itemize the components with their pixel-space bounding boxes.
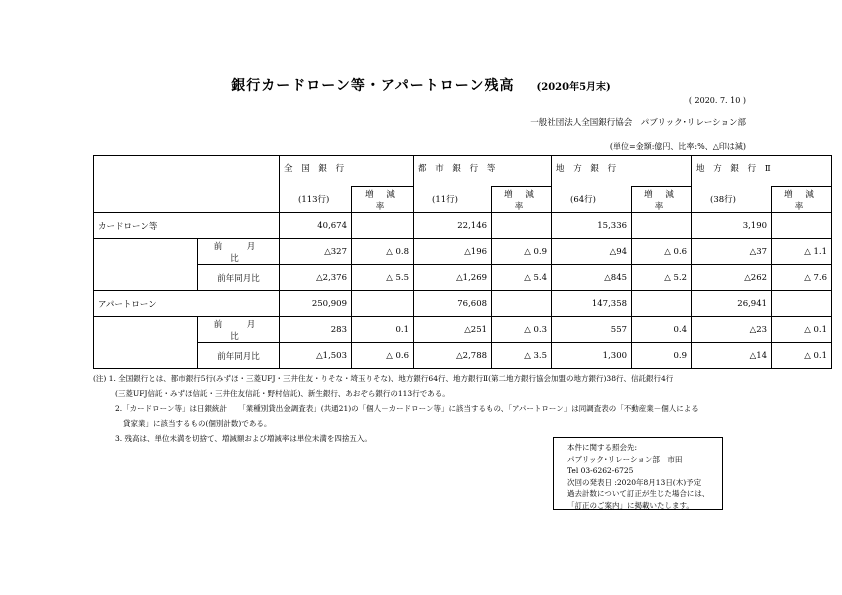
change-rate: △ 0.1 — [772, 343, 832, 369]
contact-line: パブリック･リレーション部 市田 — [567, 454, 683, 464]
balance-value: 40,674 — [280, 213, 352, 239]
balance-value: 3,190 — [692, 213, 772, 239]
change-rate: △ 0.9 — [492, 239, 552, 265]
change-value: △262 — [692, 265, 772, 291]
empty-cell — [352, 213, 414, 239]
change-rate: △ 0.6 — [632, 239, 692, 265]
group-count: (113行) — [280, 187, 352, 213]
row-label: 前 月 比 — [198, 317, 280, 343]
change-value: △14 — [692, 343, 772, 369]
header-row-groups — [94, 156, 832, 187]
change-rate: △ 0.3 — [492, 317, 552, 343]
page-title — [0, 75, 842, 95]
empty-cell — [352, 291, 414, 317]
empty-cell — [492, 291, 552, 317]
empty-cell — [772, 213, 832, 239]
row-label: 前 月 比 — [198, 239, 280, 265]
footnote-line: (注) 1. 全国銀行とは、都市銀行5行(みずほ・三菱UFJ・三井住友・りそな・埼玉りそな)、地方銀行64行、地方銀行Ⅱ(第二地方銀行協会加盟の地方銀行)38行、信託銀行4行 — [93, 374, 674, 383]
change-value: △2,376 — [280, 265, 352, 291]
group-count: (64行) — [552, 187, 632, 213]
change-rate: △ 0.6 — [352, 343, 414, 369]
footnote-line: 2.「カードローン等」は日銀統計 「業種別貸出金調査表」(共通21)の「個人－カードローン等」に該当するもの、「アパートローン」は同調査表の「不動産業－個人による — [115, 404, 699, 413]
change-value: △251 — [414, 317, 492, 343]
unit-note: (単位=金額:億円、比率:%、△印は減) — [609, 142, 746, 151]
organization: 一般社団法人全国銀行協会 パブリック･リレーション部 — [530, 118, 746, 128]
change-rate: △ 1.1 — [772, 239, 832, 265]
empty-cell — [772, 291, 832, 317]
balance-row — [94, 213, 832, 239]
rate-header: 増 減 率 — [352, 187, 414, 213]
contact-line: 過去計数について訂正が生じた場合には、 — [567, 489, 710, 498]
change-value: △196 — [414, 239, 492, 265]
change-rate: △ 0.8 — [352, 239, 414, 265]
group-count: (11行) — [414, 187, 492, 213]
change-value: △2,788 — [414, 343, 492, 369]
release-date: ( 2020. 7. 10 ) — [688, 96, 746, 105]
group-name: 都 市 銀 行 等 — [414, 156, 552, 187]
contact-phone: Tel 03-6262-6725 — [567, 466, 634, 475]
row-label: 前年同月比 — [198, 265, 280, 291]
change-rate: △ 5.5 — [352, 265, 414, 291]
footnote-line: (三菱UFJ信託・みずほ信託・三井住友信託・野村信託)、新生銀行、あおぞら銀行の113行である。 — [115, 389, 450, 398]
change-value: △845 — [552, 265, 632, 291]
rate-header: 増 減 率 — [492, 187, 552, 213]
change-value: △1,503 — [280, 343, 352, 369]
group-name: 地 方 銀 行 — [552, 156, 692, 187]
balance-value: 15,336 — [552, 213, 632, 239]
change-row — [94, 317, 832, 343]
change-rate: 0.9 — [632, 343, 692, 369]
group-name: 地 方 銀 行 Ⅱ — [692, 156, 832, 187]
rate-header: 増 減 率 — [772, 187, 832, 213]
balance-value: 26,941 — [692, 291, 772, 317]
change-rate: △ 3.5 — [492, 343, 552, 369]
change-rate: △ 0.1 — [772, 317, 832, 343]
change-value: △37 — [692, 239, 772, 265]
empty-cell — [492, 213, 552, 239]
change-value: 283 — [280, 317, 352, 343]
row-label: 前年同月比 — [198, 343, 280, 369]
group-count: (38行) — [692, 187, 772, 213]
footnote-line: 貸家業」に該当するもの(個別計数)である。 — [123, 419, 272, 428]
balance-value: 22,146 — [414, 213, 492, 239]
balance-value: 250,909 — [280, 291, 352, 317]
indent-cell — [94, 239, 198, 291]
contact-line: 本件に関する照会先: — [567, 443, 638, 452]
rate-header: 増 減 率 — [632, 187, 692, 213]
footnote-line: 3. 残高は、単位未満を切捨て、増減額および増減率は単位未満を四捨五入。 — [115, 434, 372, 443]
change-value: △1,269 — [414, 265, 492, 291]
section-label: アパートローン — [94, 291, 280, 317]
change-value: △94 — [552, 239, 632, 265]
change-rate: 0.4 — [632, 317, 692, 343]
change-value: 1,300 — [552, 343, 632, 369]
title-text: 銀行カードローン等・アパートローン残高 — [231, 78, 515, 94]
balance-row — [94, 291, 832, 317]
contact-line: 「訂正のご案内」に掲載いたします。 — [567, 500, 694, 510]
change-row — [94, 239, 832, 265]
change-rate: △ 5.4 — [492, 265, 552, 291]
corner-cell — [94, 156, 280, 213]
group-name: 全 国 銀 行 — [280, 156, 414, 187]
change-rate: △ 5.2 — [632, 265, 692, 291]
balance-value: 147,358 — [552, 291, 632, 317]
change-value: △23 — [692, 317, 772, 343]
empty-cell — [632, 213, 692, 239]
change-value: △327 — [280, 239, 352, 265]
change-rate: △ 7.6 — [772, 265, 832, 291]
change-value: 557 — [552, 317, 632, 343]
change-row — [94, 343, 832, 369]
footnotes — [93, 371, 699, 446]
contact-line: 次回の発表日 :2020年8月13日(木)予定 — [567, 477, 702, 487]
empty-cell — [632, 291, 692, 317]
balance-value: 76,608 — [414, 291, 492, 317]
section-label: カードローン等 — [94, 213, 280, 239]
loan-balance-table — [93, 155, 832, 369]
change-row — [94, 265, 832, 291]
title-date: (2020年5月末) — [536, 82, 611, 93]
change-rate: 0.1 — [352, 317, 414, 343]
indent-cell — [94, 317, 198, 369]
contact-box — [553, 437, 723, 510]
